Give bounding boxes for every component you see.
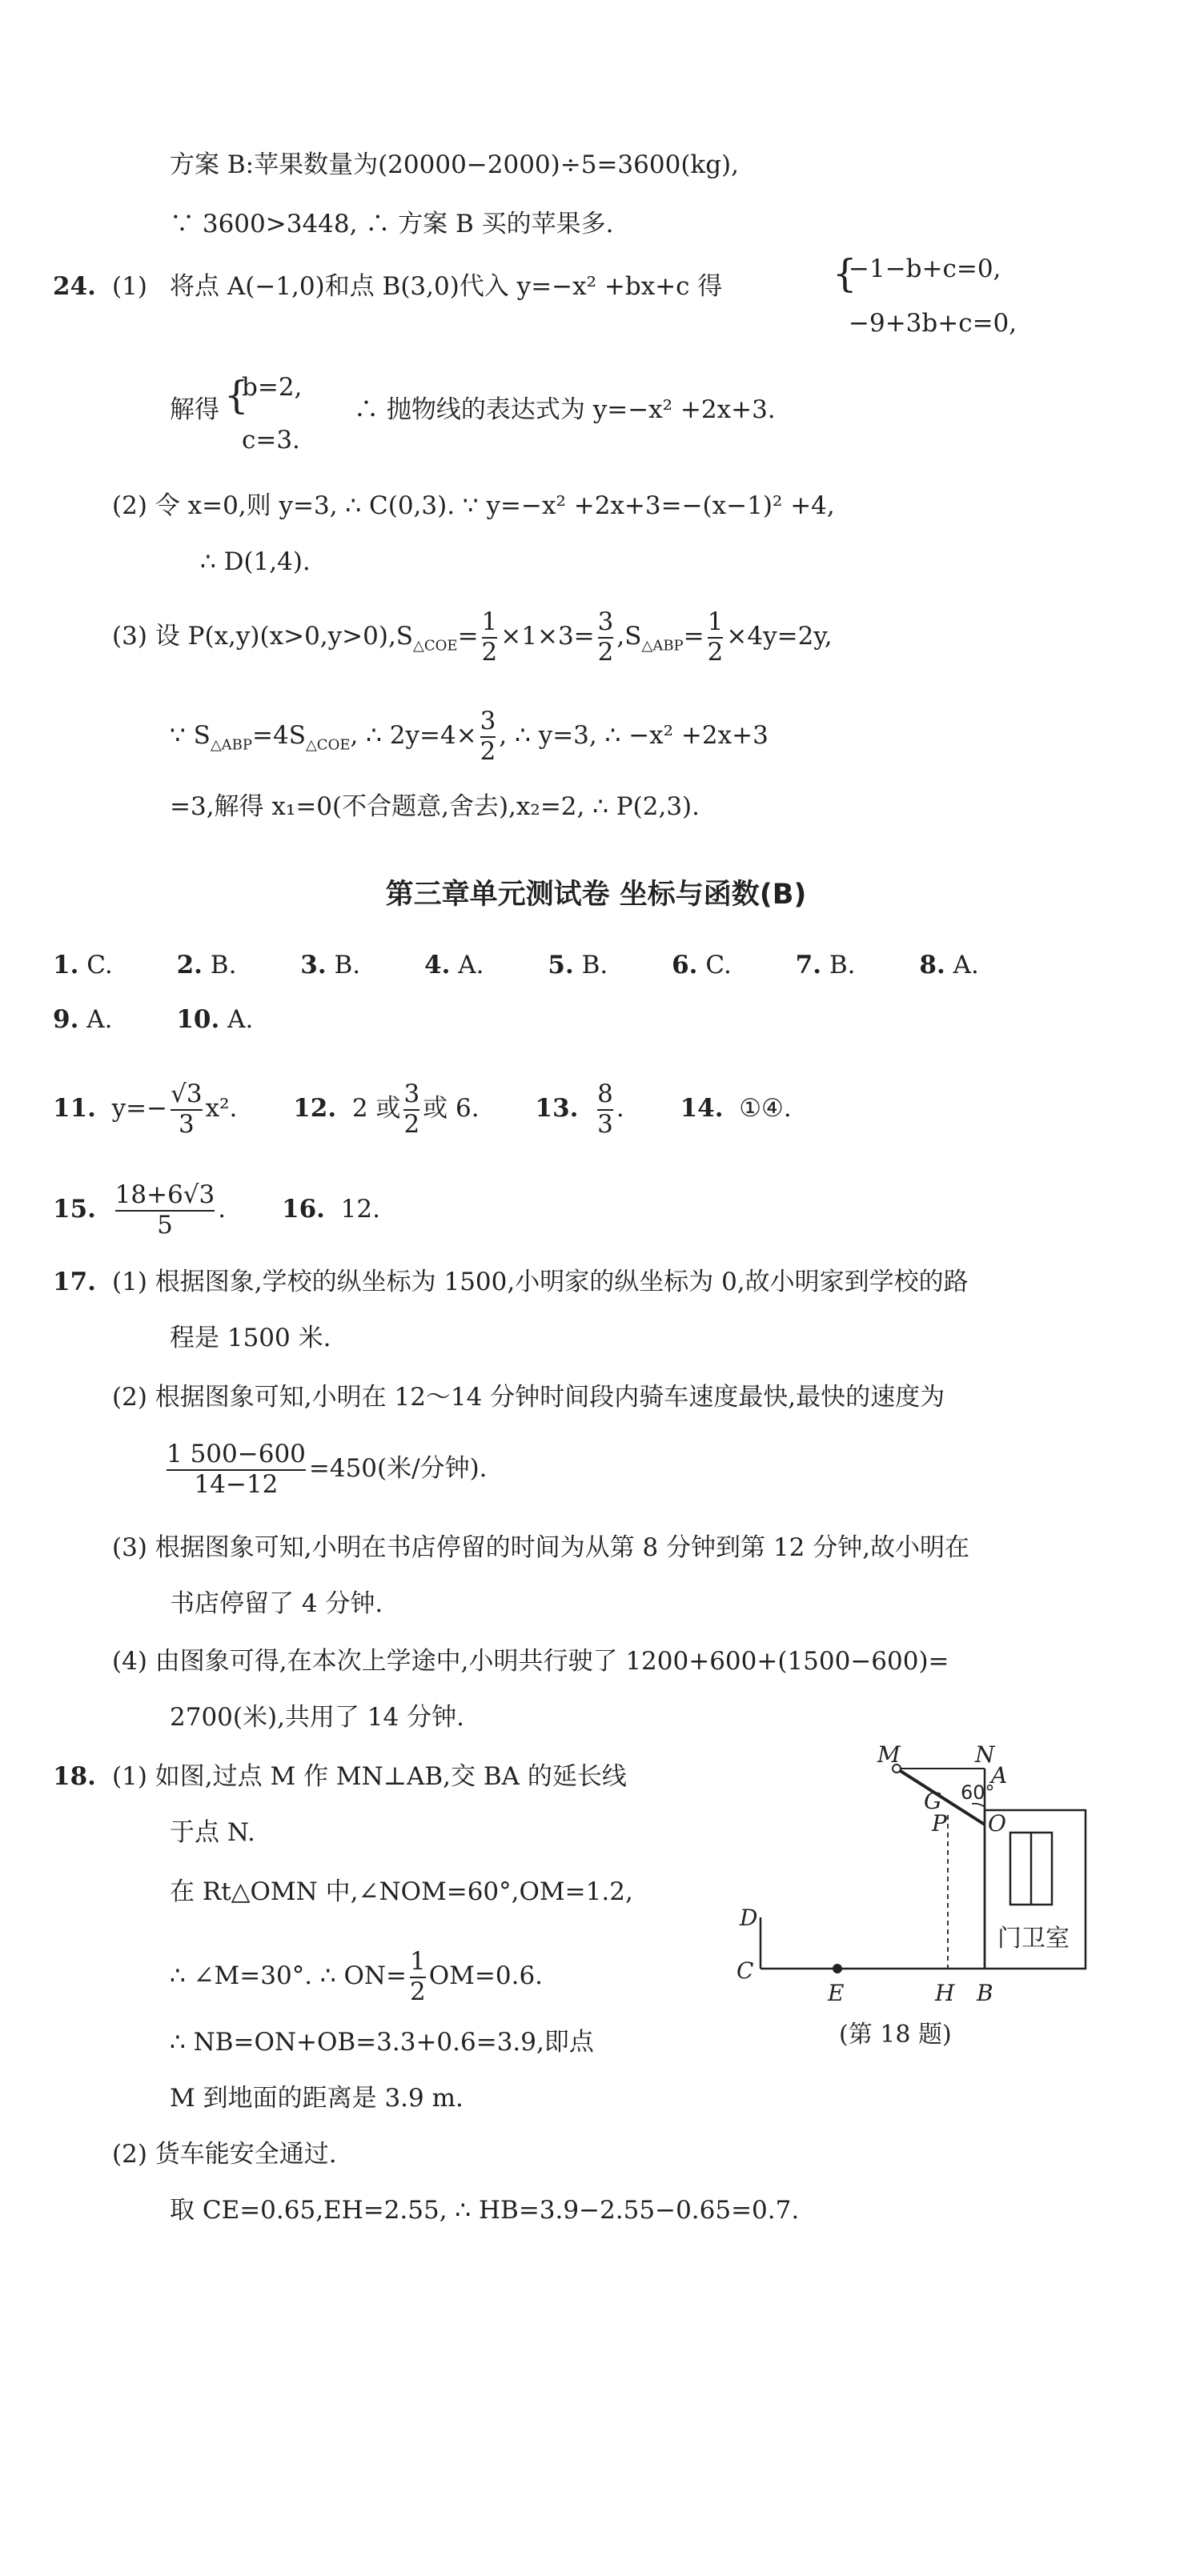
label-G: G: [924, 1788, 942, 1814]
q17-p3a: (3) 根据图象可知,小明在书店停留的时间为从第 8 分钟到第 12 分钟,故小明在: [112, 1533, 970, 1562]
q15-16-row: 15. $\frac{18+6√3}{5}$ . 16. 12.: [53, 1180, 380, 1240]
q24-sys2-eq1: b=2,: [242, 373, 303, 402]
point-E: [833, 1964, 842, 1973]
label-D: D: [740, 1905, 758, 1931]
fraction: $\frac{3}{2}$: [403, 1080, 420, 1139]
q17-number: 17.: [53, 1268, 96, 1296]
q17-p2a: (2) 根据图象可知,小明在 12～14 分钟时间段内骑车速度最快,最快的速度为: [112, 1383, 945, 1412]
q17-p4b: 2700(米),共用了 14 分钟.: [170, 1703, 464, 1732]
q17-p1a: (1) 根据图象,学校的纵坐标为 1500,小明家的纵坐标为 0,故小明家到学校的路: [112, 1268, 969, 1296]
q18-l8: 取 CE=0.65,EH=2.55, ∴ HB=3.9−2.55−0.65=0.7.: [170, 2196, 800, 2225]
angle-arc: [972, 1804, 985, 1807]
q17-p3b: 书店停留了 4 分钟.: [170, 1589, 383, 1618]
label-A: A: [991, 1762, 1008, 1789]
label-angle: 60°: [961, 1781, 995, 1804]
label-H: H: [935, 1980, 955, 2006]
mc-row-2: 9. A. 10. A.: [53, 1005, 254, 1034]
q18-l2: 于点 N.: [170, 1818, 255, 1847]
q24-number: 24.: [53, 272, 96, 301]
q24-p1-label: (1): [112, 272, 147, 301]
q18-number: 18.: [53, 1762, 96, 1791]
fraction: $\frac{√3}{3}$: [171, 1080, 203, 1139]
q18-l5: ∴ NB=ON+OB=3.3+0.6=3.9,即点: [170, 2028, 594, 2057]
q18-l1: (1) 如图,过点 M 作 MN⊥AB,交 BA 的延长线: [112, 1762, 627, 1791]
fraction: $\frac{1}{2}$: [707, 607, 724, 667]
q18-l7: (2) 货车能安全通过.: [112, 2140, 337, 2169]
q24-brace-2: {: [224, 373, 249, 418]
q24-brace-1: {: [833, 251, 857, 296]
q18-l4: ∴ ∠M=30°. ∴ ON= $\frac{1}{2}$ OM=0.6.: [170, 1947, 544, 2006]
label-C: C: [736, 1957, 754, 1984]
q24-p3-line2: ∵ $S_{\triangle ABP}=4S_{\triangle COE}$, ∴ 2y=4× $\frac{3}{2}$ , ∴ y=3, ∴ −x² +2x+3: [170, 707, 769, 766]
q24-p2-line1: (2) 令 x=0,则 y=3, ∴ C(0,3). ∵ y=−x² +2x+3=−(x−1)² +4,: [112, 491, 835, 520]
q24-solve-pre: 解得: [170, 395, 219, 424]
fraction: $\frac{1}{2}$: [410, 1947, 426, 2006]
mc-row-1: 1. C. 2. B. 3. B. 4. A. 5. B. 6. C. 7. B. 8. A.: [53, 951, 979, 980]
figure-18: [720, 1745, 1121, 2049]
label-N: N: [975, 1745, 995, 1768]
fraction: $\frac{3}{2}$: [597, 607, 614, 667]
fraction: $\frac{18+6√3}{5}$: [114, 1180, 215, 1240]
label-B: B: [977, 1980, 993, 2006]
fraction: $\frac{1}{2}$: [481, 607, 498, 667]
q24-sys1-eq2: −9+3b+c=0,: [849, 309, 1017, 338]
label-P: P: [932, 1810, 947, 1837]
q24-sys2-eq2: c=3.: [242, 426, 300, 455]
q17-p1b: 程是 1500 米.: [170, 1324, 331, 1352]
q23-line1: 方案 B:苹果数量为(20000−2000)÷5=3600(kg),: [170, 150, 739, 179]
q24-p2-line2: ∴ D(1,4).: [200, 547, 311, 576]
q24-p3-line3: =3,解得 x₁=0(不合题意,舍去),x₂=2, ∴ P(2,3).: [170, 792, 700, 821]
figure-caption: (第 18 题): [839, 2021, 952, 2049]
fraction: $\frac{3}{2}$: [480, 707, 496, 766]
q18-l6: M 到地面的距离是 3.9 m.: [170, 2084, 464, 2113]
q24-solve-post: ∴ 抛物线的表达式为 y=−x² +2x+3.: [354, 395, 776, 424]
q17-p4a: (4) 由图象可得,在本次上学途中,小明共行驶了 1200+600+(1500−600)=: [112, 1647, 949, 1676]
q24-sys1-eq1: −1−b+c=0,: [849, 254, 1001, 283]
label-O: O: [988, 1810, 1006, 1837]
q18-l3: 在 Rt△OMN 中,∠NOM=60°,OM=1.2,: [170, 1877, 633, 1906]
q17-p2-formula: $\frac{1 500-600}{14-12}$ =450(米/分钟).: [167, 1440, 488, 1499]
q11-14-row: 11. y=− $\frac{√3}{3}$ x². 12. 2 或 $\frac{3}{2}$ 或 6. 13. $\frac{8}{3}$ . 14. ①④.: [53, 1080, 792, 1139]
fraction: $\frac{1 500-600}{14-12}$: [167, 1440, 306, 1499]
section-title: 第三章单元测试卷 坐标与函数(B): [385, 879, 807, 911]
q23-line2: ∵ 3600>3448, ∴ 方案 B 买的苹果多.: [170, 210, 614, 238]
label-guardhouse: 门卫室: [997, 1925, 1070, 1953]
label-E: E: [828, 1980, 845, 2006]
label-M: M: [877, 1745, 901, 1768]
fraction: $\frac{8}{3}$: [597, 1080, 613, 1139]
q24-p3-line1: (3) 设 $P(x,y)(x>0,y>0),S_{\triangle COE}=$ $\frac{1}{2}$ ×1×3= $\frac{3}{2}$ $,S_{\triangle ABP}=$ $\frac{1}{2}$ ×4y=2y,: [112, 607, 833, 667]
q24-p1-text: 将点 A(−1,0)和点 B(3,0)代入 y=−x² +bx+c 得: [170, 272, 723, 301]
